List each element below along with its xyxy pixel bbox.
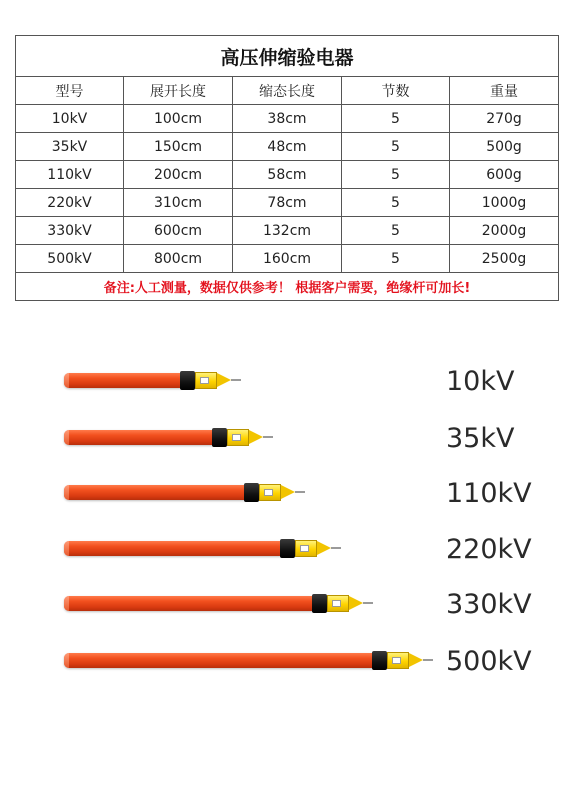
table-title: 高压伸缩验电器: [16, 36, 559, 77]
probe-pole: [64, 430, 214, 445]
probe-collar: [372, 651, 387, 670]
probe-collar: [312, 594, 327, 613]
cell-extended-length: 100cm: [124, 105, 233, 133]
probe-head: [259, 484, 281, 501]
spec-table: [15, 35, 559, 301]
table-note-row: [16, 273, 559, 301]
probe-tip-cone: [317, 541, 331, 555]
cell-retracted-length: 38cm: [233, 105, 342, 133]
cell-model: 500kV: [16, 245, 124, 273]
cell-model: 220kV: [16, 189, 124, 217]
cell-sections: 5: [342, 189, 450, 217]
probe-pole: [64, 653, 374, 668]
cell-extended-length: 310cm: [124, 189, 233, 217]
table-title-row: [16, 36, 559, 77]
probe-pole: [64, 373, 182, 388]
probe-tip: [295, 491, 305, 493]
header-weight: 重量: [450, 77, 559, 105]
table-row: [16, 133, 559, 161]
table-note: 备注:人工测量，数据仅供参考！ 根据客户需要，绝缘杆可加长!: [16, 273, 559, 301]
cell-sections: 5: [342, 161, 450, 189]
probe-tip-cone: [281, 485, 295, 499]
probe-tip-cone: [349, 596, 363, 610]
cell-retracted-length: 132cm: [233, 217, 342, 245]
cell-sections: 5: [342, 105, 450, 133]
probe-label: 500kV: [446, 646, 532, 677]
probe-head: [295, 540, 317, 557]
cell-extended-length: 600cm: [124, 217, 233, 245]
cell-weight: 1000g: [450, 189, 559, 217]
probe-head: [327, 595, 349, 612]
cell-sections: 5: [342, 245, 450, 273]
probe-tip: [363, 602, 373, 604]
table-row: [16, 217, 559, 245]
probe-label: 220kV: [446, 534, 532, 565]
table-row: [16, 189, 559, 217]
probe-label: 330kV: [446, 589, 532, 620]
cell-weight: 270g: [450, 105, 559, 133]
table-row: [16, 105, 559, 133]
probe-endcap: [64, 430, 69, 445]
cell-extended-length: 200cm: [124, 161, 233, 189]
header-sections: 节数: [342, 77, 450, 105]
probe-endcap: [64, 541, 69, 556]
probe-collar: [280, 539, 295, 558]
probe-head: [227, 429, 249, 446]
probe-tip: [423, 659, 433, 661]
probe-tip: [263, 436, 273, 438]
cell-retracted-length: 48cm: [233, 133, 342, 161]
header-model: 型号: [16, 77, 124, 105]
cell-weight: 600g: [450, 161, 559, 189]
probe-endcap: [64, 485, 69, 500]
probe-head: [195, 372, 217, 389]
probe-tip-cone: [217, 373, 231, 387]
cell-sections: 5: [342, 217, 450, 245]
probe-pole: [64, 541, 282, 556]
probe-label: 10kV: [446, 366, 515, 397]
probe-label: 110kV: [446, 478, 532, 509]
cell-model: 110kV: [16, 161, 124, 189]
probe-endcap: [64, 653, 69, 668]
cell-retracted-length: 160cm: [233, 245, 342, 273]
cell-sections: 5: [342, 133, 450, 161]
probe-tip: [231, 379, 241, 381]
cell-retracted-length: 78cm: [233, 189, 342, 217]
probe-endcap: [64, 596, 69, 611]
cell-weight: 500g: [450, 133, 559, 161]
cell-retracted-length: 58cm: [233, 161, 342, 189]
probe-pole: [64, 485, 246, 500]
probe-head: [387, 652, 409, 669]
probe-tip-cone: [409, 653, 423, 667]
probe-pole: [64, 596, 314, 611]
cell-model: 35kV: [16, 133, 124, 161]
probe-endcap: [64, 373, 69, 388]
cell-model: 10kV: [16, 105, 124, 133]
probe-tip: [331, 547, 341, 549]
probe-collar: [244, 483, 259, 502]
header-retracted-length: 缩态长度: [233, 77, 342, 105]
cell-model: 330kV: [16, 217, 124, 245]
header-extended-length: 展开长度: [124, 77, 233, 105]
cell-weight: 2000g: [450, 217, 559, 245]
probe-collar: [180, 371, 195, 390]
cell-weight: 2500g: [450, 245, 559, 273]
probe-showcase: [0, 330, 573, 730]
table-row: [16, 161, 559, 189]
probe-collar: [212, 428, 227, 447]
cell-extended-length: 150cm: [124, 133, 233, 161]
probe-label: 35kV: [446, 423, 515, 454]
probe-tip-cone: [249, 430, 263, 444]
table-header-row: [16, 77, 559, 105]
cell-extended-length: 800cm: [124, 245, 233, 273]
table-row: [16, 245, 559, 273]
